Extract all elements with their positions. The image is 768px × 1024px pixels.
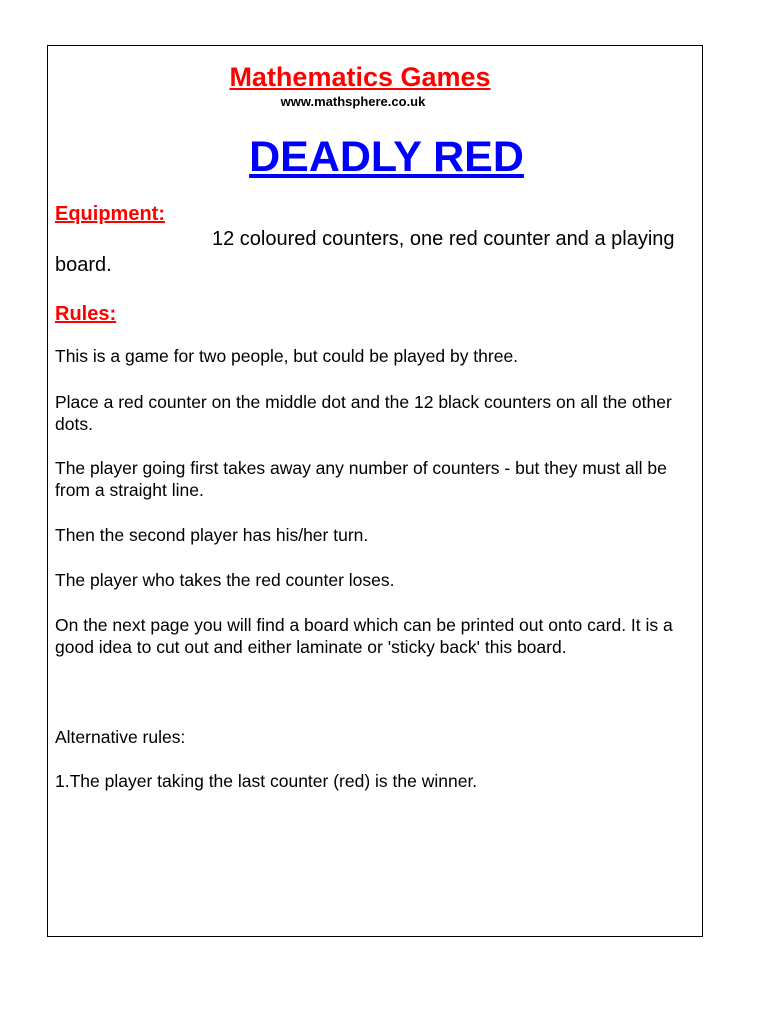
website-url: www.mathsphere.co.uk xyxy=(280,94,426,109)
alternative-rule-item: 1.The player taking the last counter (red) is the winner. xyxy=(55,771,478,791)
equipment-text: 12 coloured counters, one red counter and a playing board. xyxy=(55,228,675,276)
brand-title: Mathematics Games xyxy=(229,62,491,92)
rule-paragraph: Place a red counter on the middle dot and the 12 black counters on all the other dots. xyxy=(55,392,672,434)
rules-heading: Rules: xyxy=(55,303,117,325)
game-title: DEADLY RED xyxy=(249,133,524,181)
rule-paragraph: Then the second player has his/her turn. xyxy=(55,525,369,545)
rule-paragraph: The player who takes the red counter loses. xyxy=(55,570,395,590)
rule-paragraph: This is a game for two people, but could be played by three. xyxy=(55,346,519,366)
rule-paragraph: On the next page you will find a board which can be printed out onto card. It is a good idea to cut out and either laminate or 'sticky back' this board. xyxy=(55,615,673,657)
equipment-heading: Equipment: xyxy=(55,203,165,225)
alternative-rules-label: Alternative rules: xyxy=(55,727,186,747)
rule-paragraph: The player going first takes away any number of counters - but they must all be from a straight line. xyxy=(55,458,667,500)
